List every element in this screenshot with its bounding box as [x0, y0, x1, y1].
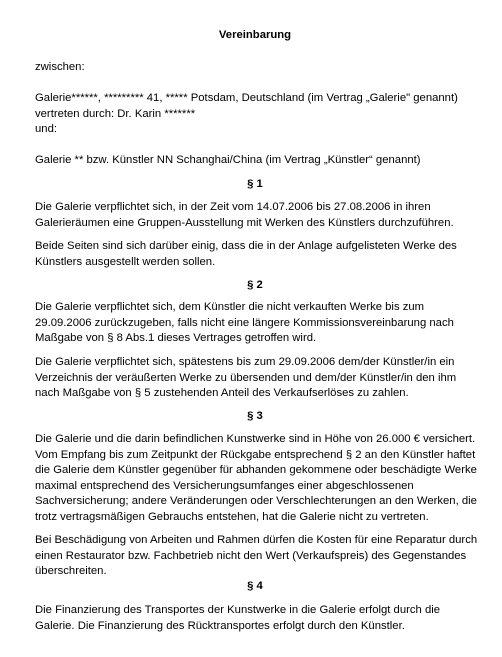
- section-1-paragraph-1: [35, 200, 475, 231]
- section-1-paragraph-2: [35, 239, 475, 270]
- and-label: und:: [35, 123, 57, 135]
- text-line: Galerieräumen eine Gruppen-Ausstellung mit Werken des Künstlers durchzuführen.: [35, 216, 454, 229]
- section-2-paragraph-2: [35, 355, 475, 402]
- text-line: Sachversicherung; andere Veränderungen oder Verschlechterungen an den Werken, die: [35, 495, 477, 507]
- text-line: Bei Beschädigung von Arbeiten und Rahmen dürfen die Kosten für eine Reparatur durch: [35, 534, 478, 546]
- party-galerie: [35, 91, 475, 122]
- text-line: Die Galerie verpflichtet sich, in der Zeit vom 14.07.2006 bis 27.08.2006 in ihren: [35, 201, 431, 213]
- text-line: überschreiten.: [35, 565, 107, 577]
- party-kuenstler: Galerie ** bzw. Künstler NN Schanghai/China (im Vertrag „Künstler“ genannt): [35, 154, 421, 166]
- text-line: Maßgabe von § 8 Abs.1 dieses Vertrages getroffen wird.: [35, 332, 317, 344]
- text-line: maximal entsprechend des Versicherungsumfanges einer abgeschlossenen: [35, 479, 414, 492]
- text-line: Die Galerie und die darin befindlichen Kunstwerke sind in Höhe von 26.000 € versichert.: [35, 433, 476, 445]
- text-line: Vom Empfang bis zum Zeitpunkt der Rückgabe entsprechend § 2 an den Künstler haftet: [35, 448, 476, 461]
- text-line: Beide Seiten sind sich darüber einig, dass die in der Anlage aufgelisteten Werke des: [35, 240, 457, 252]
- text-line: 29.09.2006 zurückzugeben, falls nicht eine längere Kommissionsvereinbarung nach: [35, 316, 454, 329]
- section-1-heading: § 1: [247, 178, 263, 190]
- text-line: vertreten durch: Dr. Karin *******: [35, 107, 196, 120]
- section-4-heading: § 4: [247, 580, 263, 592]
- section-2-paragraph-1: [35, 300, 475, 347]
- text-line: Die Galerie verpflichtet sich, spätestens bis zum 29.09.2006 dem/der Künstler/in ein: [35, 356, 455, 368]
- text-line: Galerie******, ********* 41, ***** Potsdam, Deutschland (im Vertrag „Galerie" genannt): [35, 92, 458, 104]
- section-3-paragraph-2: [35, 533, 478, 580]
- text-line: die Galerie dem Künstler gegenüber für abhanden gekommene oder beschädigte Werke: [35, 464, 477, 476]
- text-line: nach Maßgabe von § 5 zustehenden Anteil des Verkaufserlöses zu zahlen.: [35, 387, 409, 399]
- text-line: Die Galerie verpflichtet sich, dem Künstler die nicht verkauften Werke bis zum: [35, 301, 425, 313]
- document-title: Vereinbarung: [218, 29, 292, 41]
- text-line: Galerie. Die Finanzierung des Rücktransportes erfolgt durch den Künstler.: [35, 619, 405, 632]
- between-label: zwischen:: [35, 61, 85, 73]
- text-line: Künstlers ausgestellt werden sollen.: [35, 255, 216, 268]
- text-line: trotz vertragsmäßigen Gebrauchs entstehen, hat die Galerie nicht zu vertreten.: [35, 510, 429, 523]
- section-3-heading: § 3: [247, 410, 263, 422]
- section-3-paragraph-1: [35, 432, 475, 525]
- text-line: Die Finanzierung des Transportes der Kunstwerke in die Galerie erfolgt durch die: [35, 604, 441, 616]
- text-line: einen Restaurator bzw. Fachbetrieb nicht den Wert (Verkaufspreis) des Gegenstandes: [35, 549, 467, 562]
- section-2-heading: § 2: [247, 279, 263, 291]
- text-line: Verzeichnis der veräußerten Werke zu übersenden und dem/der Künstler/in den ihm: [35, 371, 457, 384]
- section-4-paragraph-1: [35, 603, 475, 634]
